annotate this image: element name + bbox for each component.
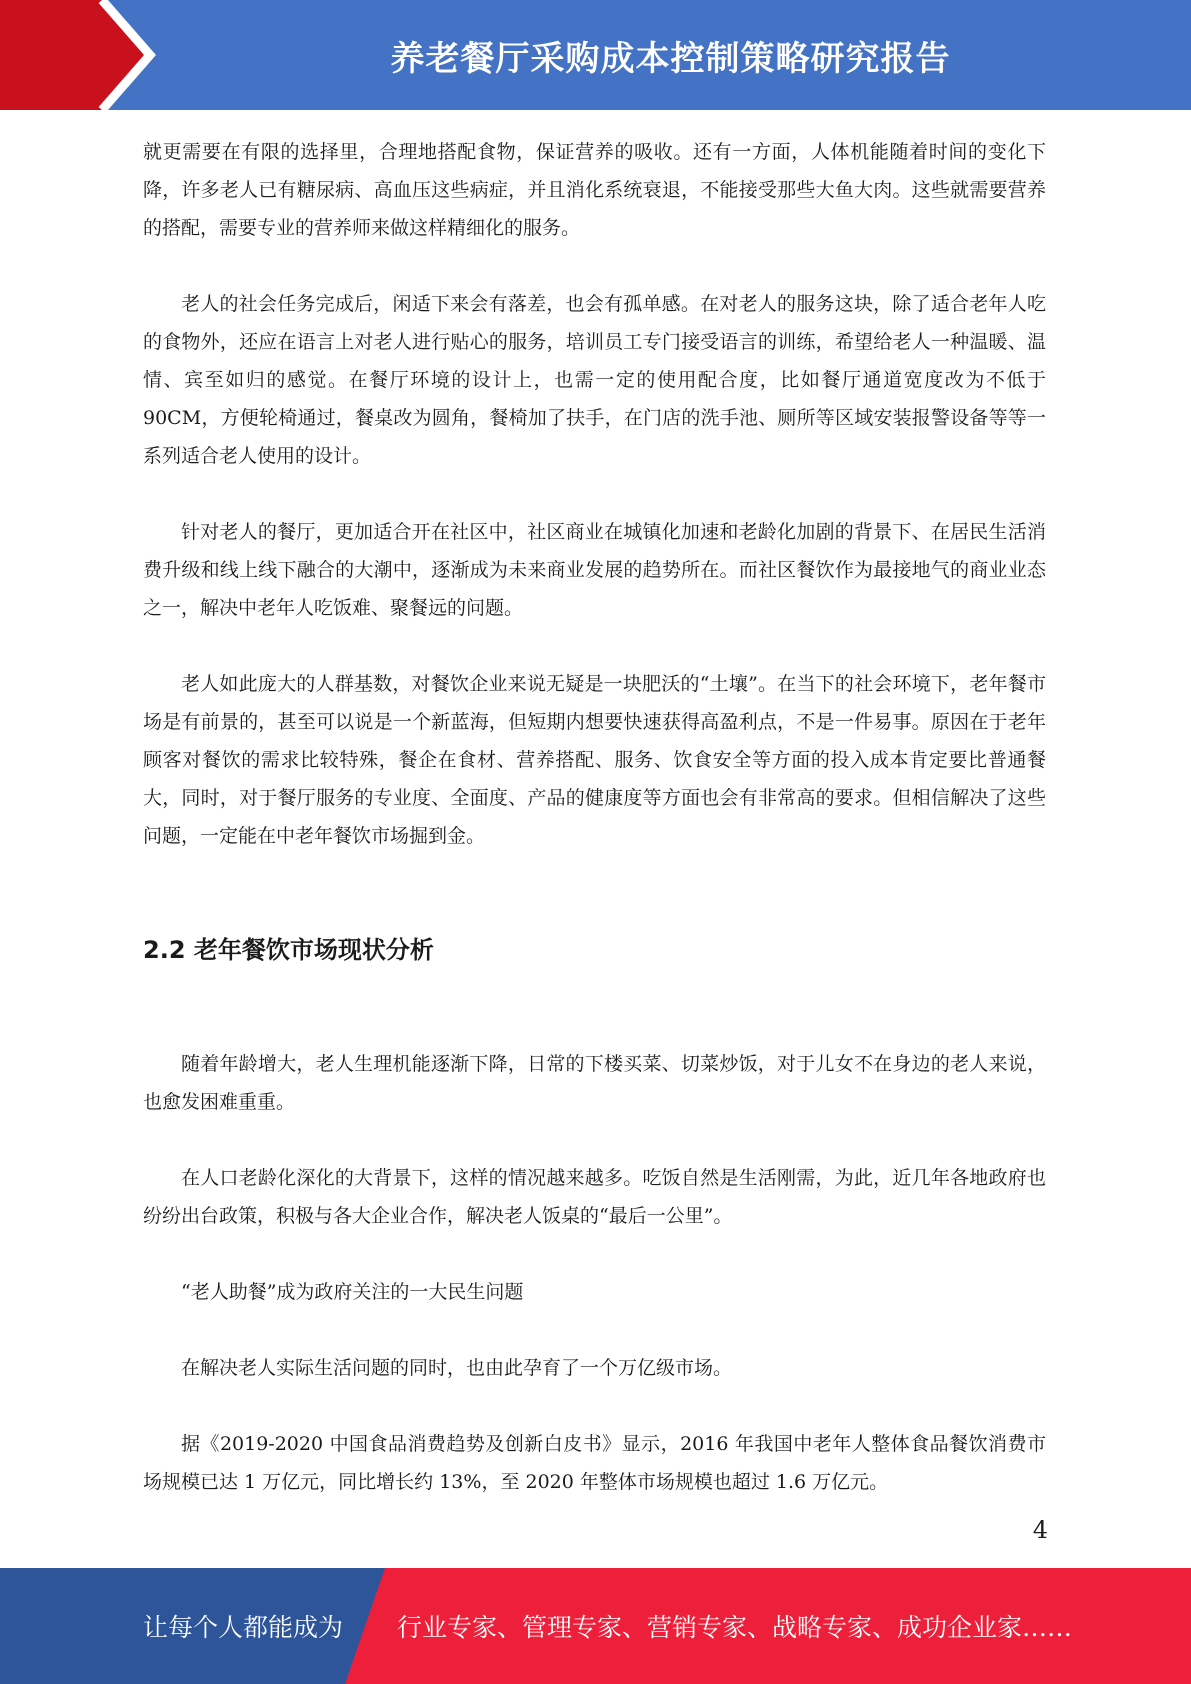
header-chevron-decoration: [0, 0, 160, 110]
paragraph-6: 在人口老龄化深化的大背景下，这样的情况越来越多。吃饭自然是生活刚需，为此，近几年各地政府也纷纷出台政策，积极与各大企业合作，解决老人饭桌的“最后一公里”。: [143, 1167, 1046, 1227]
report-title: 养老餐厅采购成本控制策略研究报告: [390, 38, 951, 79]
paragraph-5: 随着年龄增大，老人生理机能逐渐下降，日常的下楼买菜、切菜炒饭，对于儿女不在身边的老人来说，也愈发困难重重。: [143, 1053, 1046, 1113]
page-number: 4: [1032, 1516, 1048, 1544]
paragraph-3: 针对老人的餐厅，更加适合开在社区中，社区商业在城镇化加速和老龄化加剧的背景下、在居民生活消费升级和线上线下融合的大潮中，逐渐成为未来商业发展的趋势所在。而社区餐饮作为最接地气的商业业态之一，解决中老年人吃饭难、聚餐远的问题。: [143, 521, 1046, 619]
page-header: [0, 0, 1191, 110]
page-footer: [0, 1568, 1191, 1684]
header-red-chevron: [0, 0, 150, 110]
paragraph-4: 老人如此庞大的人群基数，对餐饮企业来说无疑是一块肥沃的“土壤”。在当下的社会环境下，老年餐市场是有前景的，甚至可以说是一个新蓝海，但短期内想要快速获得高盈利点，不是一件易事。原因在于老年顾客对餐饮的需求比较特殊，餐企在食材、营养搭配、服务、饮食安全等方面的投入成本肯定要比普通餐大，同时，对于餐厅服务的专业度、全面度、产品的健康度等方面也会有非常高的要求。但相信解决了这些问题，一定能在中老年餐饮市场掘到金。: [143, 673, 1046, 847]
paragraph-2: 老人的社会任务完成后，闲适下来会有落差，也会有孤单感。在对老人的服务这块，除了适合老年人吃的食物外，还应在语言上对老人进行贴心的服务，培训员工专门接受语言的训练，希望给老人一种温暖、温情、宾至如归的感觉。在餐厅环境的设计上，也需一定的使用配合度，比如餐厅通道宽度改为不低于 90CM，方便轮椅通过，餐桌改为圆角，餐椅加了扶手，在门店的洗手池、厕所等区域安装报警设备等等一系列适合老人使用的设计。: [143, 293, 1046, 467]
footer-tagline: 行业专家、管理专家、营销专家、战略专家、成功企业家……: [397, 1613, 1073, 1642]
paragraph-7: “老人助餐”成为政府关注的一大民生问题: [181, 1281, 524, 1303]
paragraph-8: 在解决老人实际生活问题的同时，也由此孕育了一个万亿级市场。: [181, 1357, 733, 1379]
paragraph-1: 就更需要在有限的选择里，合理地搭配食物，保证营养的吸收。还有一方面，人体机能随着时间的变化下降，许多老人已有糖尿病、高血压这些病症，并且消化系统衰退，不能接受那些大鱼大肉。这些就需要营养的搭配，需要专业的营养师来做这样精细化的服务。: [143, 141, 1046, 239]
footer-lead-text: 让每个人都能成为: [143, 1613, 344, 1642]
document-body: [143, 133, 1046, 1501]
paragraph-9: 据《2019-2020 中国食品消费趋势及创新白皮书》显示，2016 年我国中老年人整体食品餐饮消费市场规模已达 1 万亿元，同比增长约 13%，至 2020 年整体市场规模也超过 1.6 万亿元。: [143, 1433, 1046, 1493]
section-heading: 2.2 老年餐饮市场现状分析: [143, 936, 434, 964]
